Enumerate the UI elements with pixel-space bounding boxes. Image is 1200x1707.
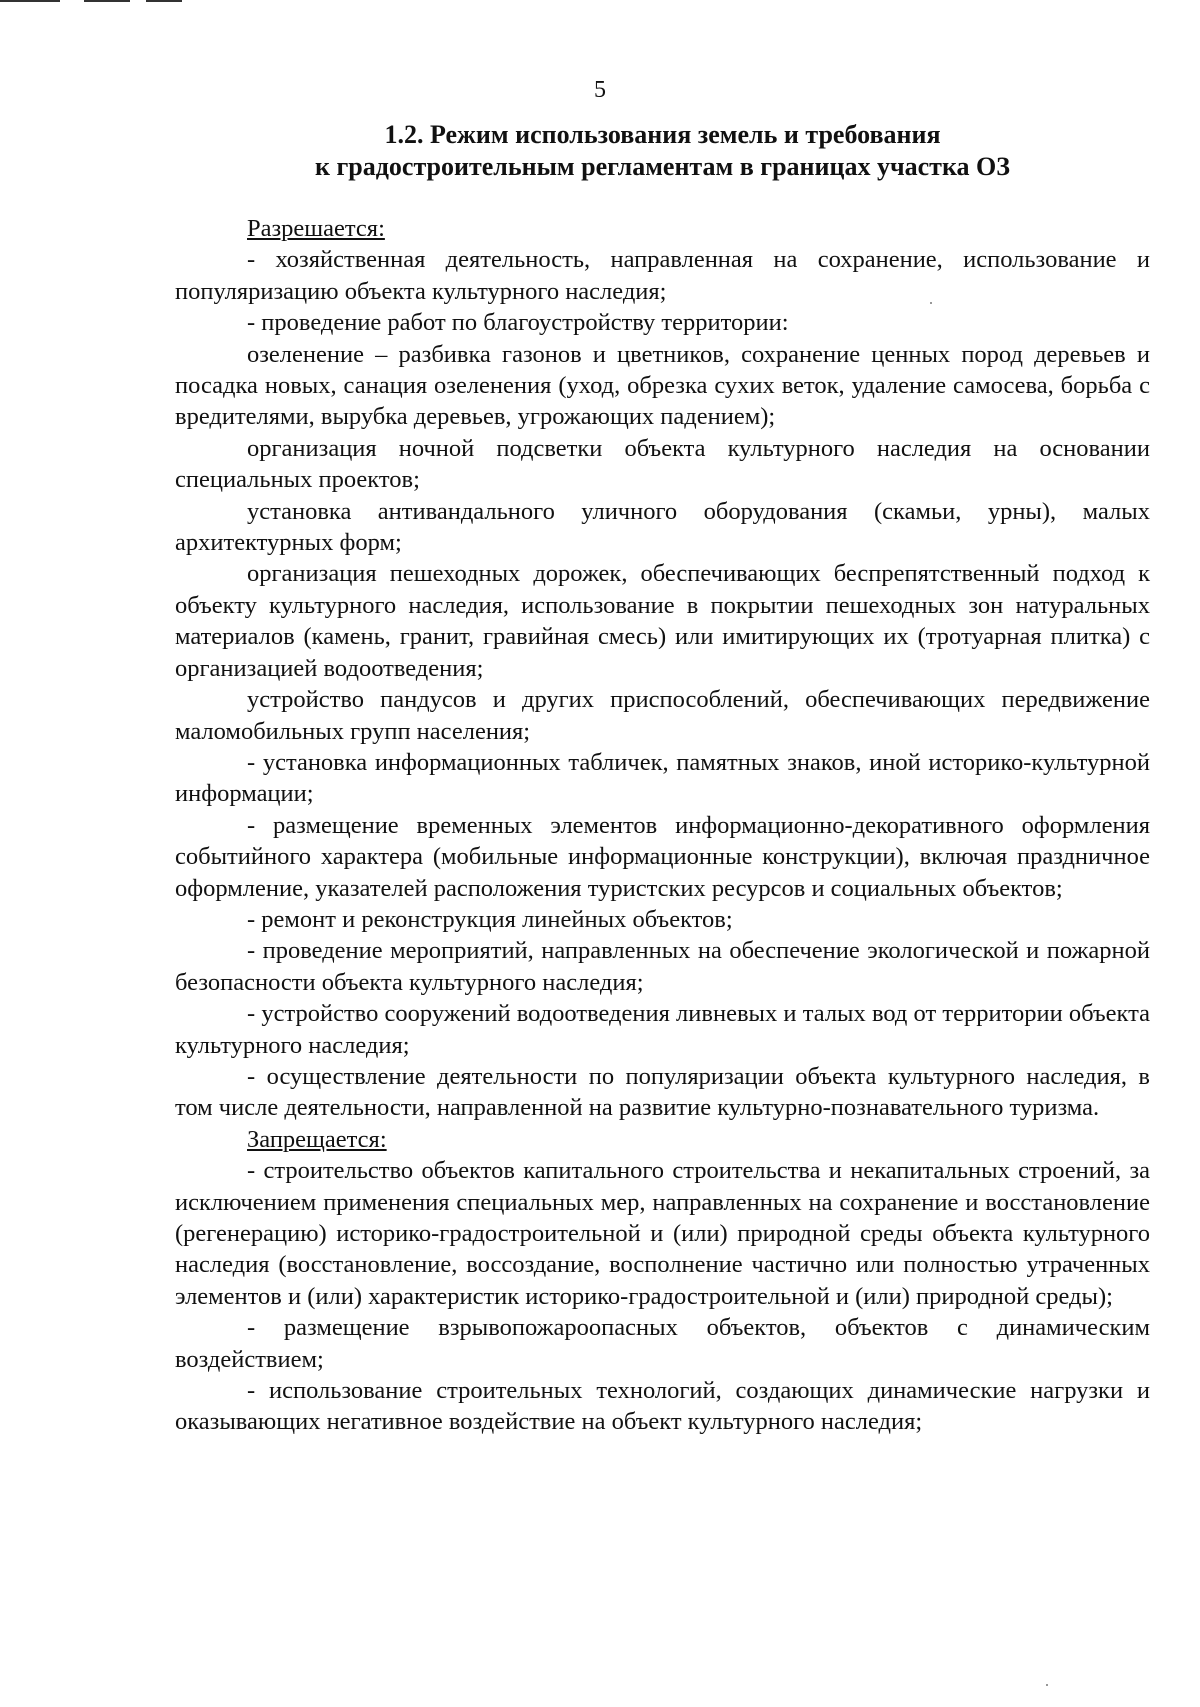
allowed-heading: Разрешается:	[247, 215, 385, 242]
section-title-line-1: 1.2. Режим использования земель и требования	[384, 120, 941, 149]
allowed-item: установка антивандального уличного оборудования (скамьи, урны), малых архитектурных форм;	[175, 497, 1150, 557]
allowed-item: - хозяйственная деятельность, направленная на сохранение, использование и популяризацию объекта культурного наследия;	[175, 246, 1150, 305]
allowed-item: организация ночной подсветки объекта культурного наследия на основании специальных проектов;	[175, 434, 1150, 494]
scan-speck	[930, 302, 932, 304]
allowed-item: организация пешеходных дорожек, обеспечивающих беспрепятственный подход к объекту культурного наследия, использование в покрытии пешеходных зон натуральных материалов (камень, гранит, гравийная смесь) или имитирующих их (тротуарная плитка) с организацией водоотведения;	[175, 560, 1150, 682]
scan-edge-mark	[146, 0, 182, 2]
document-body	[175, 213, 1150, 1438]
scan-edge-mark	[84, 0, 130, 2]
prohibited-item: - использование строительных технологий, создающих динамические нагрузки и оказывающих негативное воздействие на объект культурного наследия;	[175, 1377, 1150, 1436]
allowed-item: - осуществление деятельности по популяризации объекта культурного наследия, в том числе деятельности, направленной на развитие культурно-познавательного туризма.	[175, 1062, 1150, 1122]
prohibited-heading: Запрещается:	[247, 1125, 387, 1153]
allowed-item: - установка информационных табличек, памятных знаков, иной историко-культурной информации;	[175, 748, 1150, 808]
scan-speck	[1046, 1684, 1048, 1686]
allowed-item: - проведение мероприятий, направленных на обеспечение экологической и пожарной безопасности объекта культурного наследия;	[175, 937, 1150, 996]
prohibited-item: - размещение взрывопожароопасных объектов, объектов с динамическим воздействием;	[175, 1314, 1150, 1373]
allowed-item: озеленение – разбивка газонов и цветников, сохранение ценных пород деревьев и посадка новых, санация озеленения (уход, обрезка сухих веток, удаление самосева, борьба с вредителями, вырубка деревьев, угрожающих падением);	[175, 340, 1150, 431]
allowed-item: устройство пандусов и других приспособлений, обеспечивающих передвижение маломобильных групп населения;	[175, 686, 1150, 745]
allowed-item: - ремонт и реконструкция линейных объектов;	[247, 905, 733, 933]
prohibited-item: - строительство объектов капитального строительства и некапитальных строений, за исключением применения специальных мер, направленных на сохранение и восстановление (регенерацию) историко-градостроительной и (или) природной среды объекта культурного наследия (восстановление, воссоздание, восполнение частично или полностью утраченных элементов и (или) характеристик историко-градостроительной и (или) природной среды);	[175, 1157, 1150, 1310]
section-title-line-2: к градостроительным регламентам в границах участка ОЗ	[315, 152, 1010, 181]
allowed-item: - устройство сооружений водоотведения ливневых и талых вод от территории объекта культурного наследия;	[175, 1000, 1150, 1059]
section-title	[175, 119, 1150, 183]
allowed-item: - проведение работ по благоустройству территории:	[247, 309, 789, 337]
allowed-item: - размещение временных элементов информационно-декоративного оформления событийного характера (мобильные информационные конструкции), включая праздничное оформление, указателей расположения туристских ресурсов и социальных объектов;	[175, 811, 1150, 902]
page-number: 5	[594, 77, 606, 103]
scan-edge-mark	[0, 0, 60, 2]
